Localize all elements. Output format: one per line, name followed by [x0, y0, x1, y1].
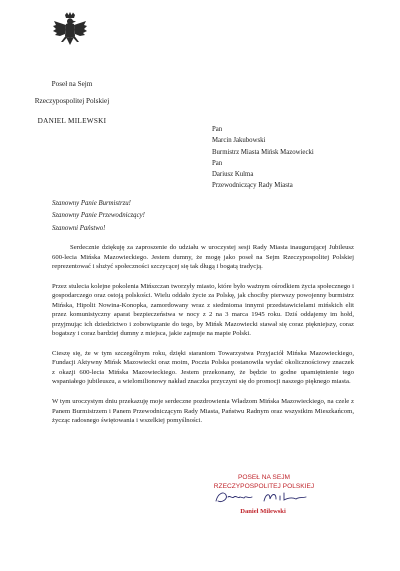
addressee-line: Pan	[212, 126, 223, 133]
letterhead-name: DANIEL MILEWSKI	[37, 117, 107, 125]
addressee-line: Marcin Jakubowski	[212, 137, 266, 145]
body-paragraph: Przez stulecia kolejne pokolenia Mińszczan tworzyły miasto, które było ważnym ośrodkiem życia społecznego i gospodarczego oraz ostoją polskości. Wielu oddało życie za Polskę, jak chociby pierwszy powojenny burmistrz Mińska, Hipolit Nowina-Konopka, zamordowany wraz z siedmioma innymi przedstawicielami mińskich elit przez komunistyczny aparat bezpieczeństwa w nocy z 2 na 3 marca 1945 roku. Dziś oddajemy im hołd, przyjmując ich dziedzictwo i zobowiązanie do tego, by Mińsk Mazowiecki stawał się coraz piękniejszy, coraz bogatszy i coraz bardziej dumny z miejsca, jakie zajmuje na mapie Polski.	[52, 282, 354, 338]
stamp-line: POSEŁ NA SEJM	[237, 474, 291, 481]
body-paragraph: Cieszę się, że w tym szczególnym roku, dzięki staraniom Towarzystwa Przyjaciół Mińska Mazowieckiego, Fundacji Aktywny Mińsk Mazowiecki oraz moim, Poczta Polska postanowiła wydać okolicznościowy znaczek z okazji 600-lecia Mińska Mazowieckiego. Jestem przekonany, że będzie to godne upamiętnienie tego wspaniałego jubileuszu, a wielomilionowy nakład znaczka przyczyni się do promocji naszego pięknego miasta.	[52, 349, 354, 386]
salutation-block	[52, 198, 145, 235]
letterhead-title: Poseł na Sejm	[51, 80, 93, 88]
salutation-line: Szanowny Panie Przewodniczący!	[52, 212, 145, 220]
addressee-line: Dariusz Kulma	[212, 171, 254, 179]
stamp-line: RZECZYPOSPOLITEJ POLSKIEJ	[213, 482, 315, 490]
polish-eagle-icon	[52, 12, 88, 52]
addressee-line: Pan	[212, 159, 223, 167]
letterhead-subtitle: Rzeczypospolitej Polskiej	[34, 97, 110, 105]
body-paragraph: Serdecznie dziękuję za zaproszenie do udziału w uroczystej sesji Rady Miasta inaugurującej Jubileusz 600-lecia Mińska Mazowieckiego. Jestem dumny, że mogę jako poseł na Sejm Rzeczypospolitej Polskiej reprezentować i służyć społeczności szczycącej się tak długą i bogatą tradycją.	[52, 244, 354, 270]
letter-body	[52, 243, 354, 436]
signatory-name: Daniel Milewski	[240, 508, 286, 515]
addressee-block	[212, 124, 314, 192]
addressee-line: Przewodniczący Rady Miasta	[212, 182, 293, 190]
body-paragraph: W tym uroczystym dniu przekazuję moje serdeczne pozdrowienia Władzom Mińska Mazowieckiego, na czele z Panem Burmistrzem i Panem Przewodniczącym Rady Miasta, Państwu Radnym oraz wszystkim Mieszkańcom, życząc radosnego świętowania i wszelkiej pomyślności.	[52, 398, 354, 425]
salutation-line: Szanowni Państwo!	[52, 224, 106, 232]
addressee-line: Burmistrz Miasta Mińsk Mazowiecki	[212, 148, 314, 156]
handwritten-signature	[210, 487, 320, 507]
salutation-line: Szanowny Panie Burmistrzu!	[52, 200, 131, 207]
